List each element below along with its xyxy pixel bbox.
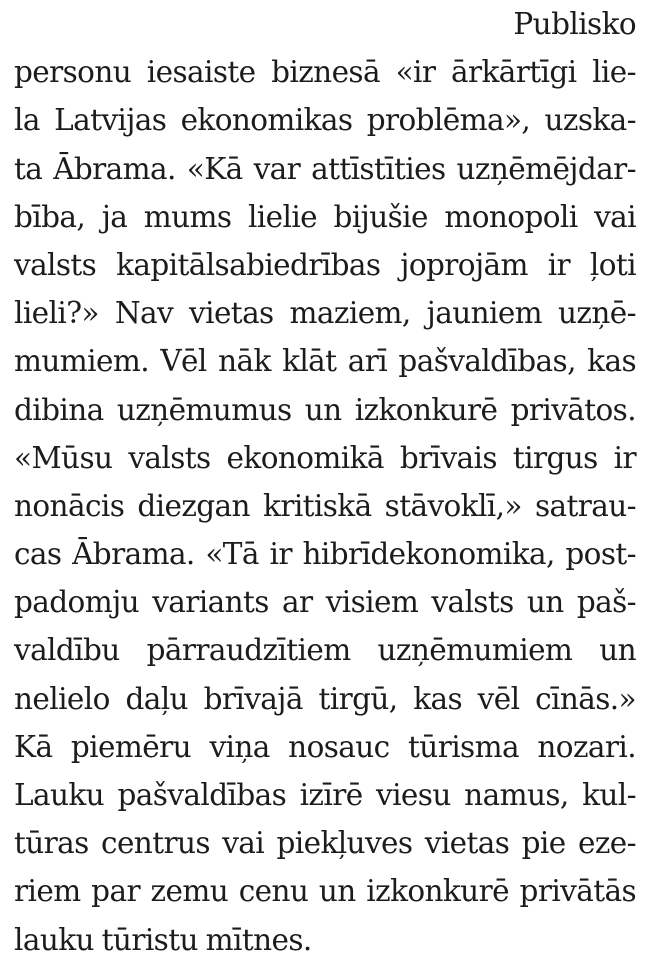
text-line: la Latvijas ekonomikas problēma», uzska- xyxy=(14,103,636,138)
text-line: cas Ābrama. «Tā ir hibrīdekonomika, post- xyxy=(14,537,636,572)
text-line: ta Ābrama. «Kā var attīstīties uzņēmējdar- xyxy=(14,151,636,186)
text-line: personu iesaiste biznesā «ir ārkārtīgi lie- xyxy=(14,55,636,90)
text-line: tūras centrus vai piekļuves vietas pie eze- xyxy=(14,826,636,861)
text-line: lieli?» Nav vietas maziem, jauniem uzņē- xyxy=(14,296,636,331)
article-body xyxy=(14,0,636,964)
text-line: nelielo daļu brīvajā tirgū, kas vēl cīnās.» xyxy=(14,681,636,716)
text-line: lauku tūristu mītnes. xyxy=(14,922,312,957)
text-line: mumiem. Vēl nāk klāt arī pašvaldības, kas xyxy=(14,344,636,379)
text-line: riem par zemu cenu un izkonkurē privātās xyxy=(14,874,636,909)
text-line: nonācis diezgan kritiskā stāvoklī,» satrau- xyxy=(14,488,636,523)
text-line: padomju variants ar visiem valsts un paš- xyxy=(14,585,636,620)
text-line: «Mūsu valsts ekonomikā brīvais tirgus ir xyxy=(14,440,636,475)
text-line: Publisko xyxy=(513,7,636,41)
text-line: valsts kapitālsabiedrības joprojām ir ļoti xyxy=(14,247,636,282)
text-line: bība, ja mums lielie bijušie monopoli vai xyxy=(14,199,636,234)
text-line: dibina uzņēmumus un izkonkurē privātos. xyxy=(14,392,636,427)
text-line: valdību pārraudzītiem uzņēmumiem un xyxy=(14,633,636,668)
text-line: Lauku pašvaldības izīrē viesu namus, kul- xyxy=(14,778,636,812)
text-line: Kā piemēru viņa nosauc tūrisma nozari. xyxy=(14,729,636,764)
